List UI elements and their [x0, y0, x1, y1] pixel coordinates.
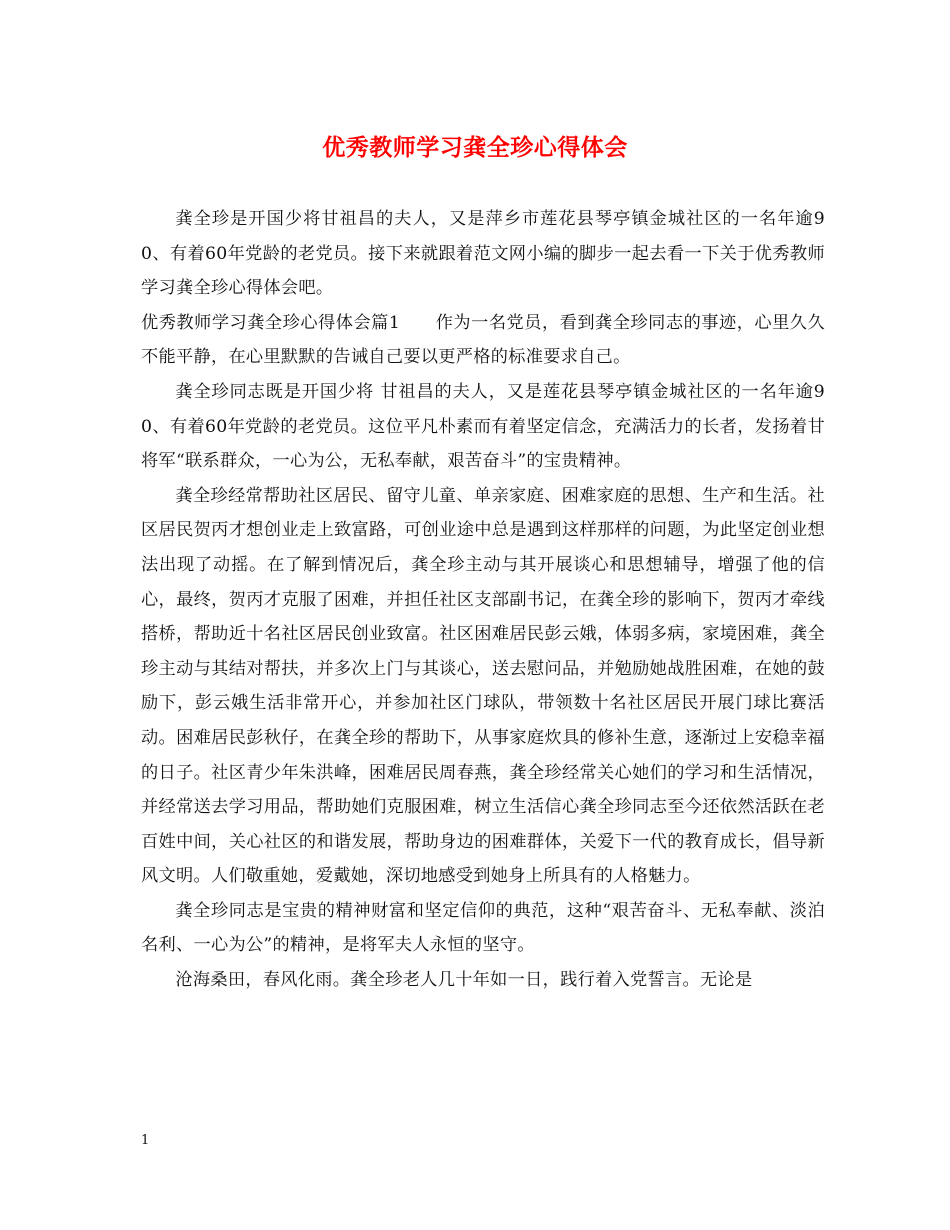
- document-title: 优秀教师学习龚全珍心得体会: [322, 134, 628, 161]
- paragraph-intro: 龚全珍是开国少将甘祖昌的夫人，又是萍乡市莲花县琴亭镇金城社区的一名年逾90、有着60年党龄的老党员。接下来就跟着范文网小编的脚步一起去看一下关于优秀教师学习龚全珍心得体会吧。: [141, 209, 825, 299]
- paragraph-closing: 沧海桑田，春风化雨。龚全珍老人几十年如一日，践行着入党誓言。无论是: [175, 970, 753, 991]
- paragraph-spirit: 龚全珍同志是宝贵的精神财富和坚定信仰的典范，这种“艰苦奋斗、无私奉献、淡泊名利、一心为公”的精神，是将军夫人永恒的坚守。: [141, 900, 825, 956]
- paragraph-section-heading: 优秀教师学习龚全珍心得体会篇1 作为一名党员，看到龚全珍同志的事迹，心里久久不能平静，在心里默默的告诫自己要以更严格的标准要求自己。: [141, 312, 825, 368]
- paragraph-background: 龚全珍同志既是开国少将 甘祖昌的夫人，又是莲花县琴亭镇金城社区的一名年逾90、有着60年党龄的老党员。这位平凡朴素而有着坚定信念，充满活力的长者，发扬着甘将军“联系群众，一心为公，无私奉献，艰苦奋斗”的宝贵精神。: [141, 381, 825, 472]
- paragraph-deeds: 龚全珍经常帮助社区居民、留守儿童、单亲家庭、困难家庭的思想、生产和生活。社区居民贺丙才想创业走上致富路，可创业途中总是遇到这样那样的问题，为此坚定创业想法出现了动摇。在了解到情况后，龚全珍主动与其开展谈心和思想辅导，增强了他的信心，最终，贺丙才克服了困难，并担任社区支部副书记，在龚全珍的影响下，贺丙才牵线搭桥，帮助近十名社区居民创业致富。社区困难居民彭云娥，体弱多病，家境困难，龚全珍主动与其结对帮扶，并多次上门与其谈心，送去慰问品，并勉励她战胜困难，在她的鼓励下，彭云娥生活非常开心，并参加社区门球队，带领数十名社区居民开展门球比赛活动。困难居民彭秋仔，在龚全珍的帮助下，从事家庭炊具的修补生意，逐渐过上安稳幸福的日子。社区青少年朱洪峰，困难居民周春燕，龚全珍经常关心她们的学习和生活情况，并经常送去学习用品，帮助她们克服困难，树立生活信心龚全珍同志至今还依然活跃在老百姓中间，关心社区的和谐发展，帮助身边的困难群体，关爱下一代的教育成长，倡导新风文明。人们敬重她，爱戴她，深切地感受到她身上所具有的人格魅力。: [141, 485, 825, 887]
- document-body: [141, 202, 825, 998]
- page-number: 1: [141, 1133, 150, 1148]
